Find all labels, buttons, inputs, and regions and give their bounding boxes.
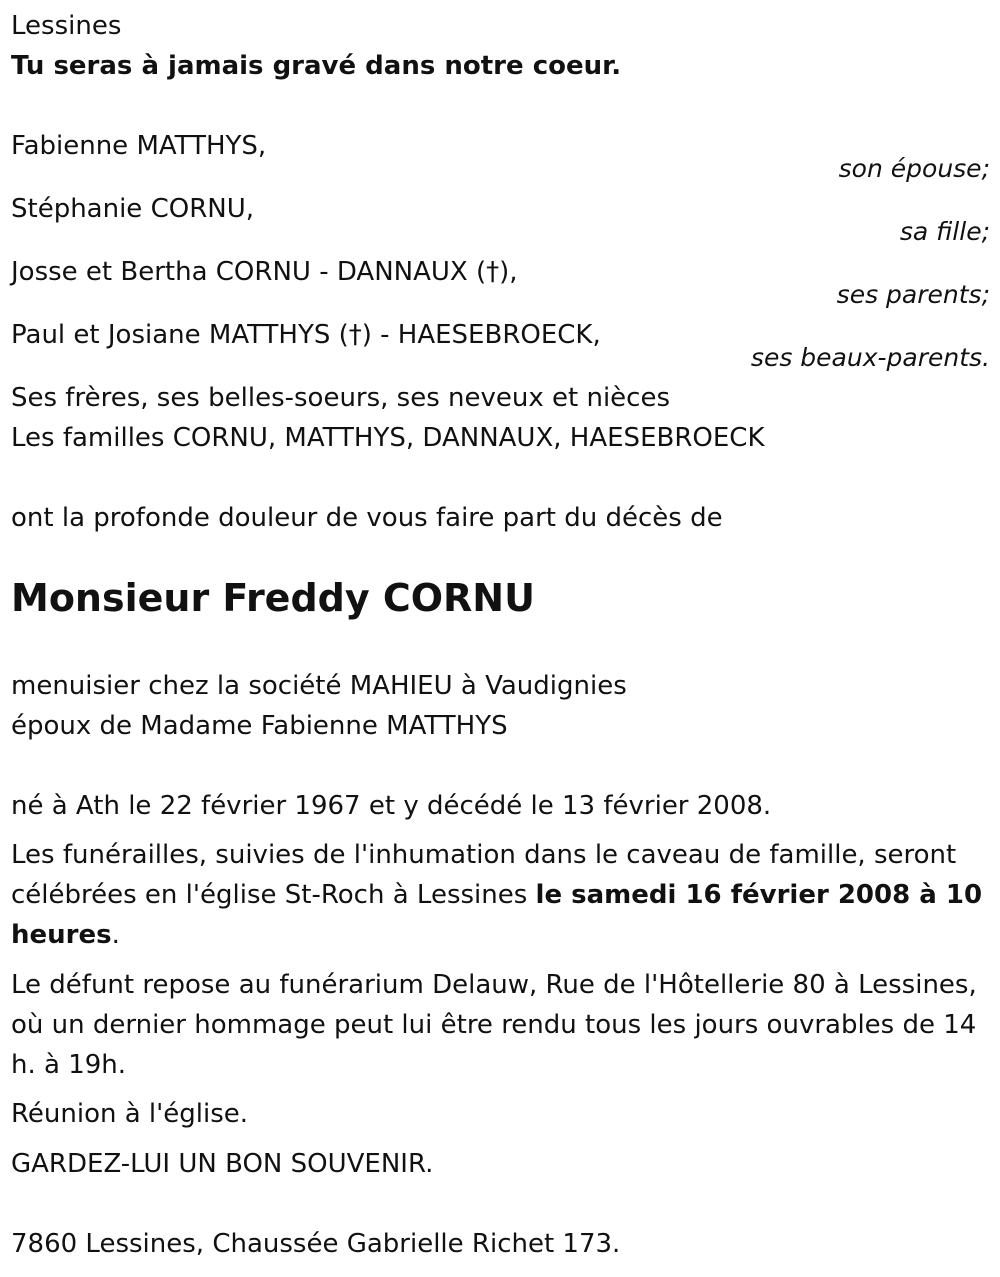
family-member-role: son épouse; (838, 154, 990, 183)
family-member-name: Paul et Josiane MATTHYS (†) - HAESEBROECK, (11, 320, 601, 350)
family-member-name: Fabienne MATTHYS, (11, 131, 267, 161)
funeral-date: le samedi 16 février 2008 à 10 heures (11, 880, 983, 950)
funeral-text: Les funérailles, suivies de l'inhumation dans le caveau de famille, seront célébrées en l'église St-Roch à Lessines (11, 840, 957, 910)
viewing-info: Le défunt repose au funérarium Delauw, Rue de l'Hôtellerie 80 à Lessines, où un dernier hommage peut lui être rendu tous les jours ouvrables de 14 h. à 19h. (11, 970, 977, 1080)
family-member-role: ses parents; (836, 280, 990, 309)
deceased-occupation: menuisier chez la société MAHIEU à Vaudignies (11, 671, 627, 701)
deceased-name: Monsieur Freddy CORNU (11, 576, 535, 620)
meeting-info: Réunion à l'église. (11, 1099, 249, 1129)
family-member-name: Josse et Bertha CORNU - DANNAUX (†), (11, 257, 518, 287)
town-name: Lessines (11, 11, 122, 41)
funeral-text-end: . (111, 920, 120, 950)
epitaph: Tu seras à jamais gravé dans notre coeur. (11, 51, 622, 81)
family-member-name: Stéphanie CORNU, (11, 194, 255, 224)
announcement-text: ont la profonde douleur de vous faire part du décès de (11, 503, 723, 533)
other-relatives: Ses frères, ses belles-soeurs, ses neveux et nièces (11, 383, 671, 413)
funeral-info (11, 835, 986, 955)
family-member-role: sa fille; (899, 217, 990, 246)
family-address: 7860 Lessines, Chaussée Gabrielle Richet 173. (11, 1229, 621, 1259)
other-families: Les familles CORNU, MATTHYS, DANNAUX, HAESEBROECK (11, 423, 765, 453)
birth-death-info: né à Ath le 22 février 1967 et y décédé le 13 février 2008. (11, 791, 772, 821)
deceased-spouse: époux de Madame Fabienne MATTHYS (11, 711, 508, 741)
family-member-role: ses beaux-parents. (750, 343, 990, 372)
closing-text: GARDEZ-LUI UN BON SOUVENIR. (11, 1149, 434, 1179)
